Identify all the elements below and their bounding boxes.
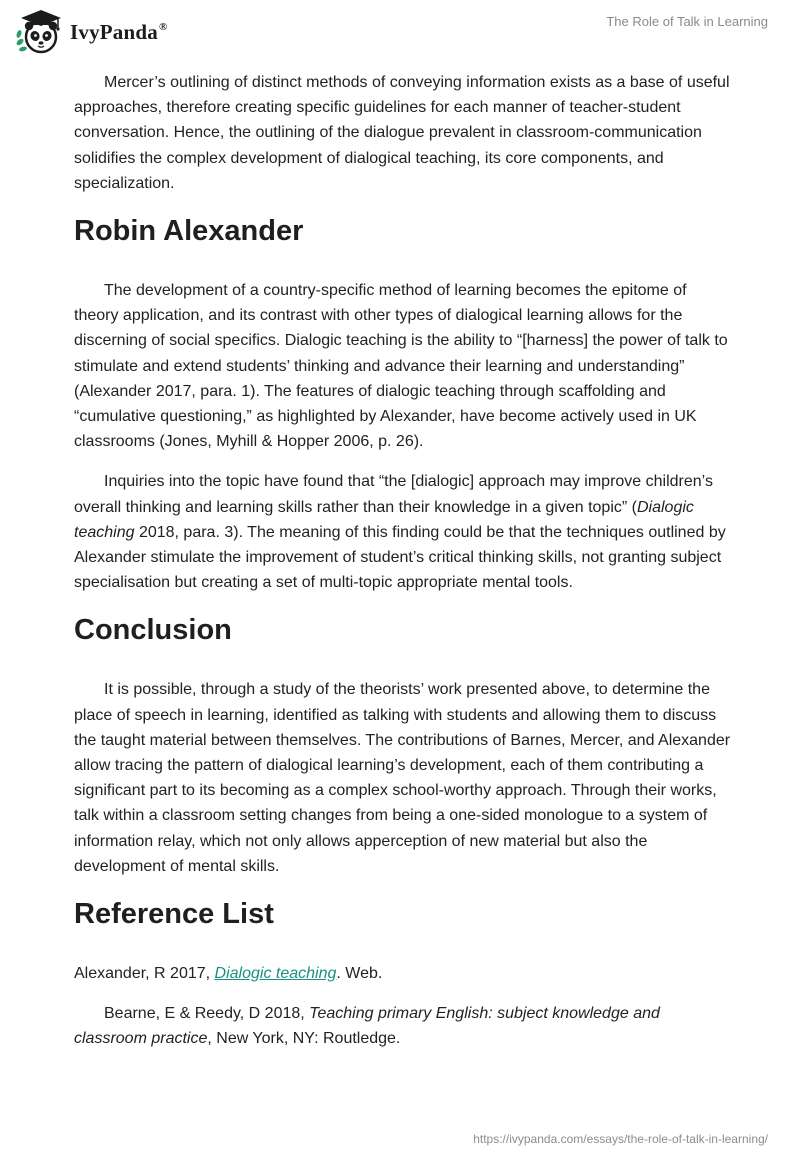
paragraph-alexander-2: Inquiries into the topic have found that “the [dialogic] approach may improve children’s overall thinking and learning skills rather than their knowledge in a given topic” (Dialogic teaching 2018, para. 3). The meaning of this finding could be that the techniques outlined by Alexander stimulate the improvement of student’s critical thinking skills, not granting subject specialisation but creating a set of multi-topic appropriate mental tools. xyxy=(74,473,726,592)
reference-book-title: Teaching primary English: subject knowledge and classroom practice xyxy=(74,1005,660,1048)
essay-content xyxy=(74,70,734,1052)
reference-link[interactable]: Dialogic teaching xyxy=(214,965,337,983)
page-header xyxy=(0,0,800,64)
registered-mark: ® xyxy=(158,20,168,33)
brand-name: IvyPanda® xyxy=(70,19,168,44)
panda-graduation-cap-icon xyxy=(14,8,64,56)
paragraph-alexander-1: The development of a country-specific method of learning becomes the epitome of theory application, and its contrast with other types of dialogical learning allows for the discerning of social specifics. Dialogic teaching is the ability to “[harness] the power of talk to stimulate and extend students’ thinking and advance their learning and understanding” (Alexander 2017, para. 1). The features of dialogic teaching through scaffolding and “cumulative questioning,” as highlighted by Alexander, have become actively used in UK classrooms (Jones, Myhill & Hopper 2006, p. 26). xyxy=(74,282,728,451)
citation-title: Dialogic teaching xyxy=(74,498,694,541)
running-title: The Role of Talk in Learning xyxy=(606,14,768,29)
reference-item: Bearne, E & Reedy, D 2018, Teaching primary English: subject knowledge and classroom practice, New York, NY: Routledge. xyxy=(74,1005,660,1048)
heading-conclusion: Conclusion xyxy=(74,614,232,647)
paragraph-conclusion: It is possible, through a study of the theorists’ work presented above, to determine the place of speech in learning, identified as talking with students and allowing them to discuss the taught material between themselves. The contributions of Barnes, Mercer, and Alexander allow tracing the pattern of dialogical learning’s development, each of them contributing a significant part to its becoming as a complex school-worthy approach. Through their works, talk within a classroom setting changes from being a one-sided monologue to a system of information relay, which not only allows apperception of new material but also the development of mental skills. xyxy=(74,681,731,875)
heading-reference-list: Reference List xyxy=(74,898,274,931)
ivypanda-logo[interactable] xyxy=(14,8,167,56)
source-url[interactable]: https://ivypanda.com/essays/the-role-of-talk-in-learning/ xyxy=(473,1132,768,1146)
heading-robin-alexander: Robin Alexander xyxy=(74,215,304,248)
reference-item: Alexander, R 2017, Dialogic teaching. Web. xyxy=(74,965,383,983)
paragraph-mercer-summary: Mercer’s outlining of distinct methods of conveying information exists as a base of useful approaches, therefore creating specific guidelines for each manner of teacher-student conversation. Hence, the outlining of the dialogue prevalent in classroom-communication solidifies the complex development of dialogical teaching, its core components, and specialization. xyxy=(74,74,730,192)
